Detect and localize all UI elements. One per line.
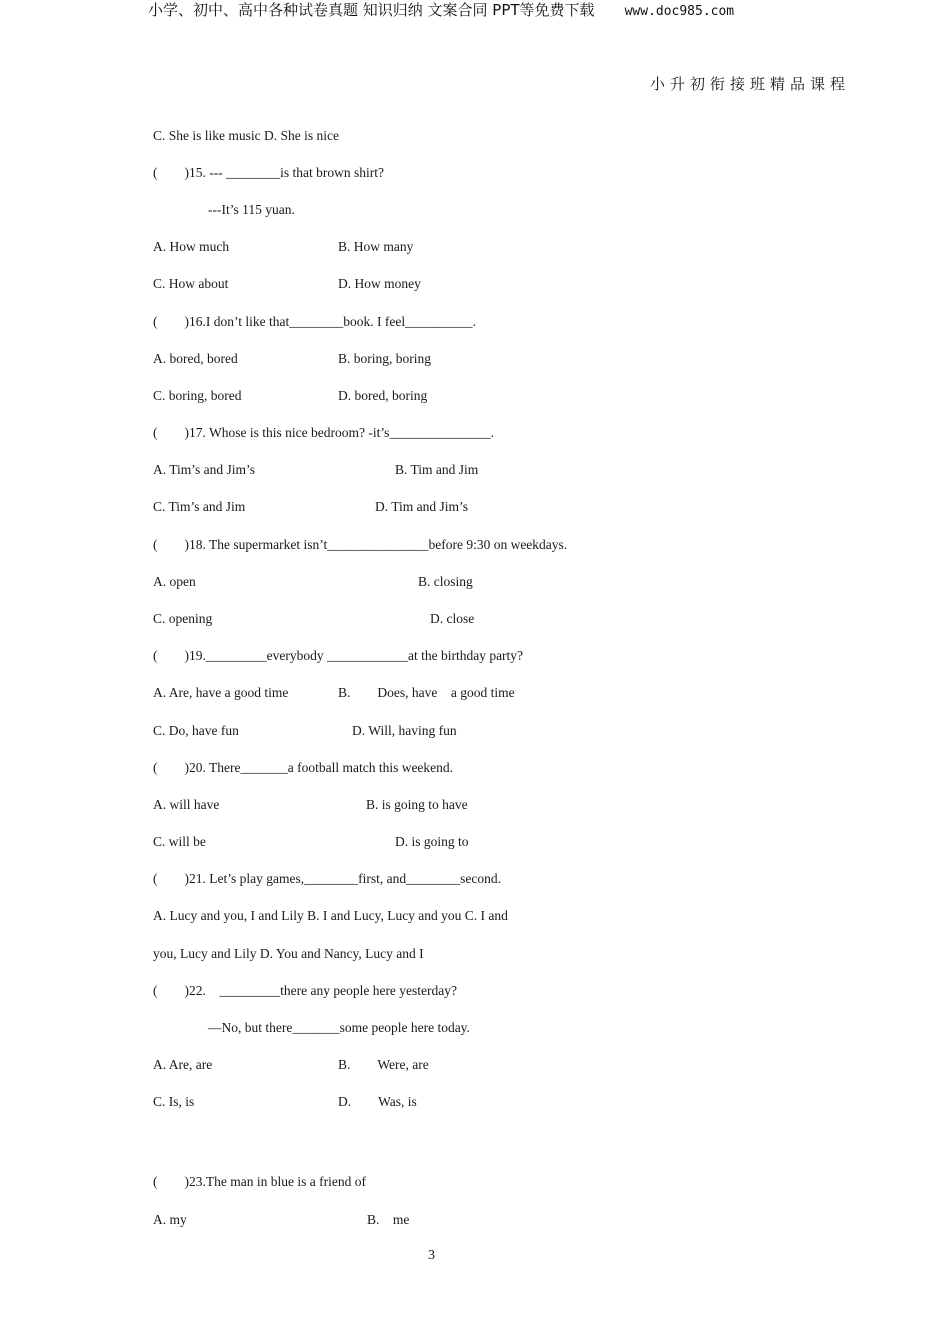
options-line: A. Are, have a good time B. Does, have a good time <box>153 685 515 700</box>
options-line: C. How about D. How money <box>153 276 421 291</box>
banner-url[interactable]: www.doc985.com <box>624 4 735 19</box>
answer-line: ---It’s 115 yuan. <box>208 202 295 217</box>
options-line: A. Lucy and you, I and Lily B. I and Lucy, Lucy and you C. I and <box>153 908 508 923</box>
question-16: ( )16.I don’t like that________book. I feel__________. <box>153 314 476 329</box>
question-17: ( )17. Whose is this nice bedroom? -it’s_______________. <box>153 425 494 440</box>
options-line: A. open B. closing <box>153 574 473 589</box>
question-22: ( )22. _________there any people here yesterday? <box>153 983 458 998</box>
question-20: ( )20. There_______a football match this weekend. <box>153 760 454 775</box>
options-line: A. bored, bored B. boring, boring <box>153 351 431 366</box>
question-15: ( )15. --- ________is that brown shirt? <box>153 165 384 180</box>
site-banner <box>148 0 734 20</box>
text-line: C. She is like music D. She is nice <box>153 128 339 143</box>
options-line: A. Tim’s and Jim’s B. Tim and Jim <box>153 462 479 477</box>
options-line: A. How much B. How many <box>153 239 414 254</box>
question-21: ( )21. Let’s play games,________first, and________second. <box>153 871 501 886</box>
options-line: C. Do, have fun D. Will, having fun <box>153 723 457 738</box>
question-19: ( )19._________everybody ____________at the birthday party? <box>153 648 524 663</box>
options-line: A. will have B. is going to have <box>153 797 468 812</box>
page-number: 3 <box>428 1248 435 1263</box>
options-line: you, Lucy and Lily D. You and Nancy, Lucy and I <box>153 946 424 961</box>
options-line: A. Are, are B. Were, are <box>153 1057 429 1072</box>
question-23: ( )23.The man in blue is a friend of <box>153 1174 366 1189</box>
options-line: C. will be D. is going to <box>153 834 469 849</box>
options-line: C. opening D. close <box>153 611 475 626</box>
options-line: C. Tim’s and Jim D. Tim and Jim’s <box>153 499 469 514</box>
options-line: A. my B. me <box>153 1212 410 1227</box>
options-line: C. Is, is D. Was, is <box>153 1094 417 1109</box>
course-title: 小升初衔接班精品课程 <box>649 75 850 93</box>
question-18: ( )18. The supermarket isn’t_______________before 9:30 on weekdays. <box>153 537 568 552</box>
options-line: C. boring, bored D. bored, boring <box>153 388 428 403</box>
answer-line: —No, but there_______some people here today. <box>208 1020 470 1035</box>
banner-text: 小学、初中、高中各种试卷真题 知识归纳 文案合同 PPT等免费下载 <box>148 1 595 19</box>
